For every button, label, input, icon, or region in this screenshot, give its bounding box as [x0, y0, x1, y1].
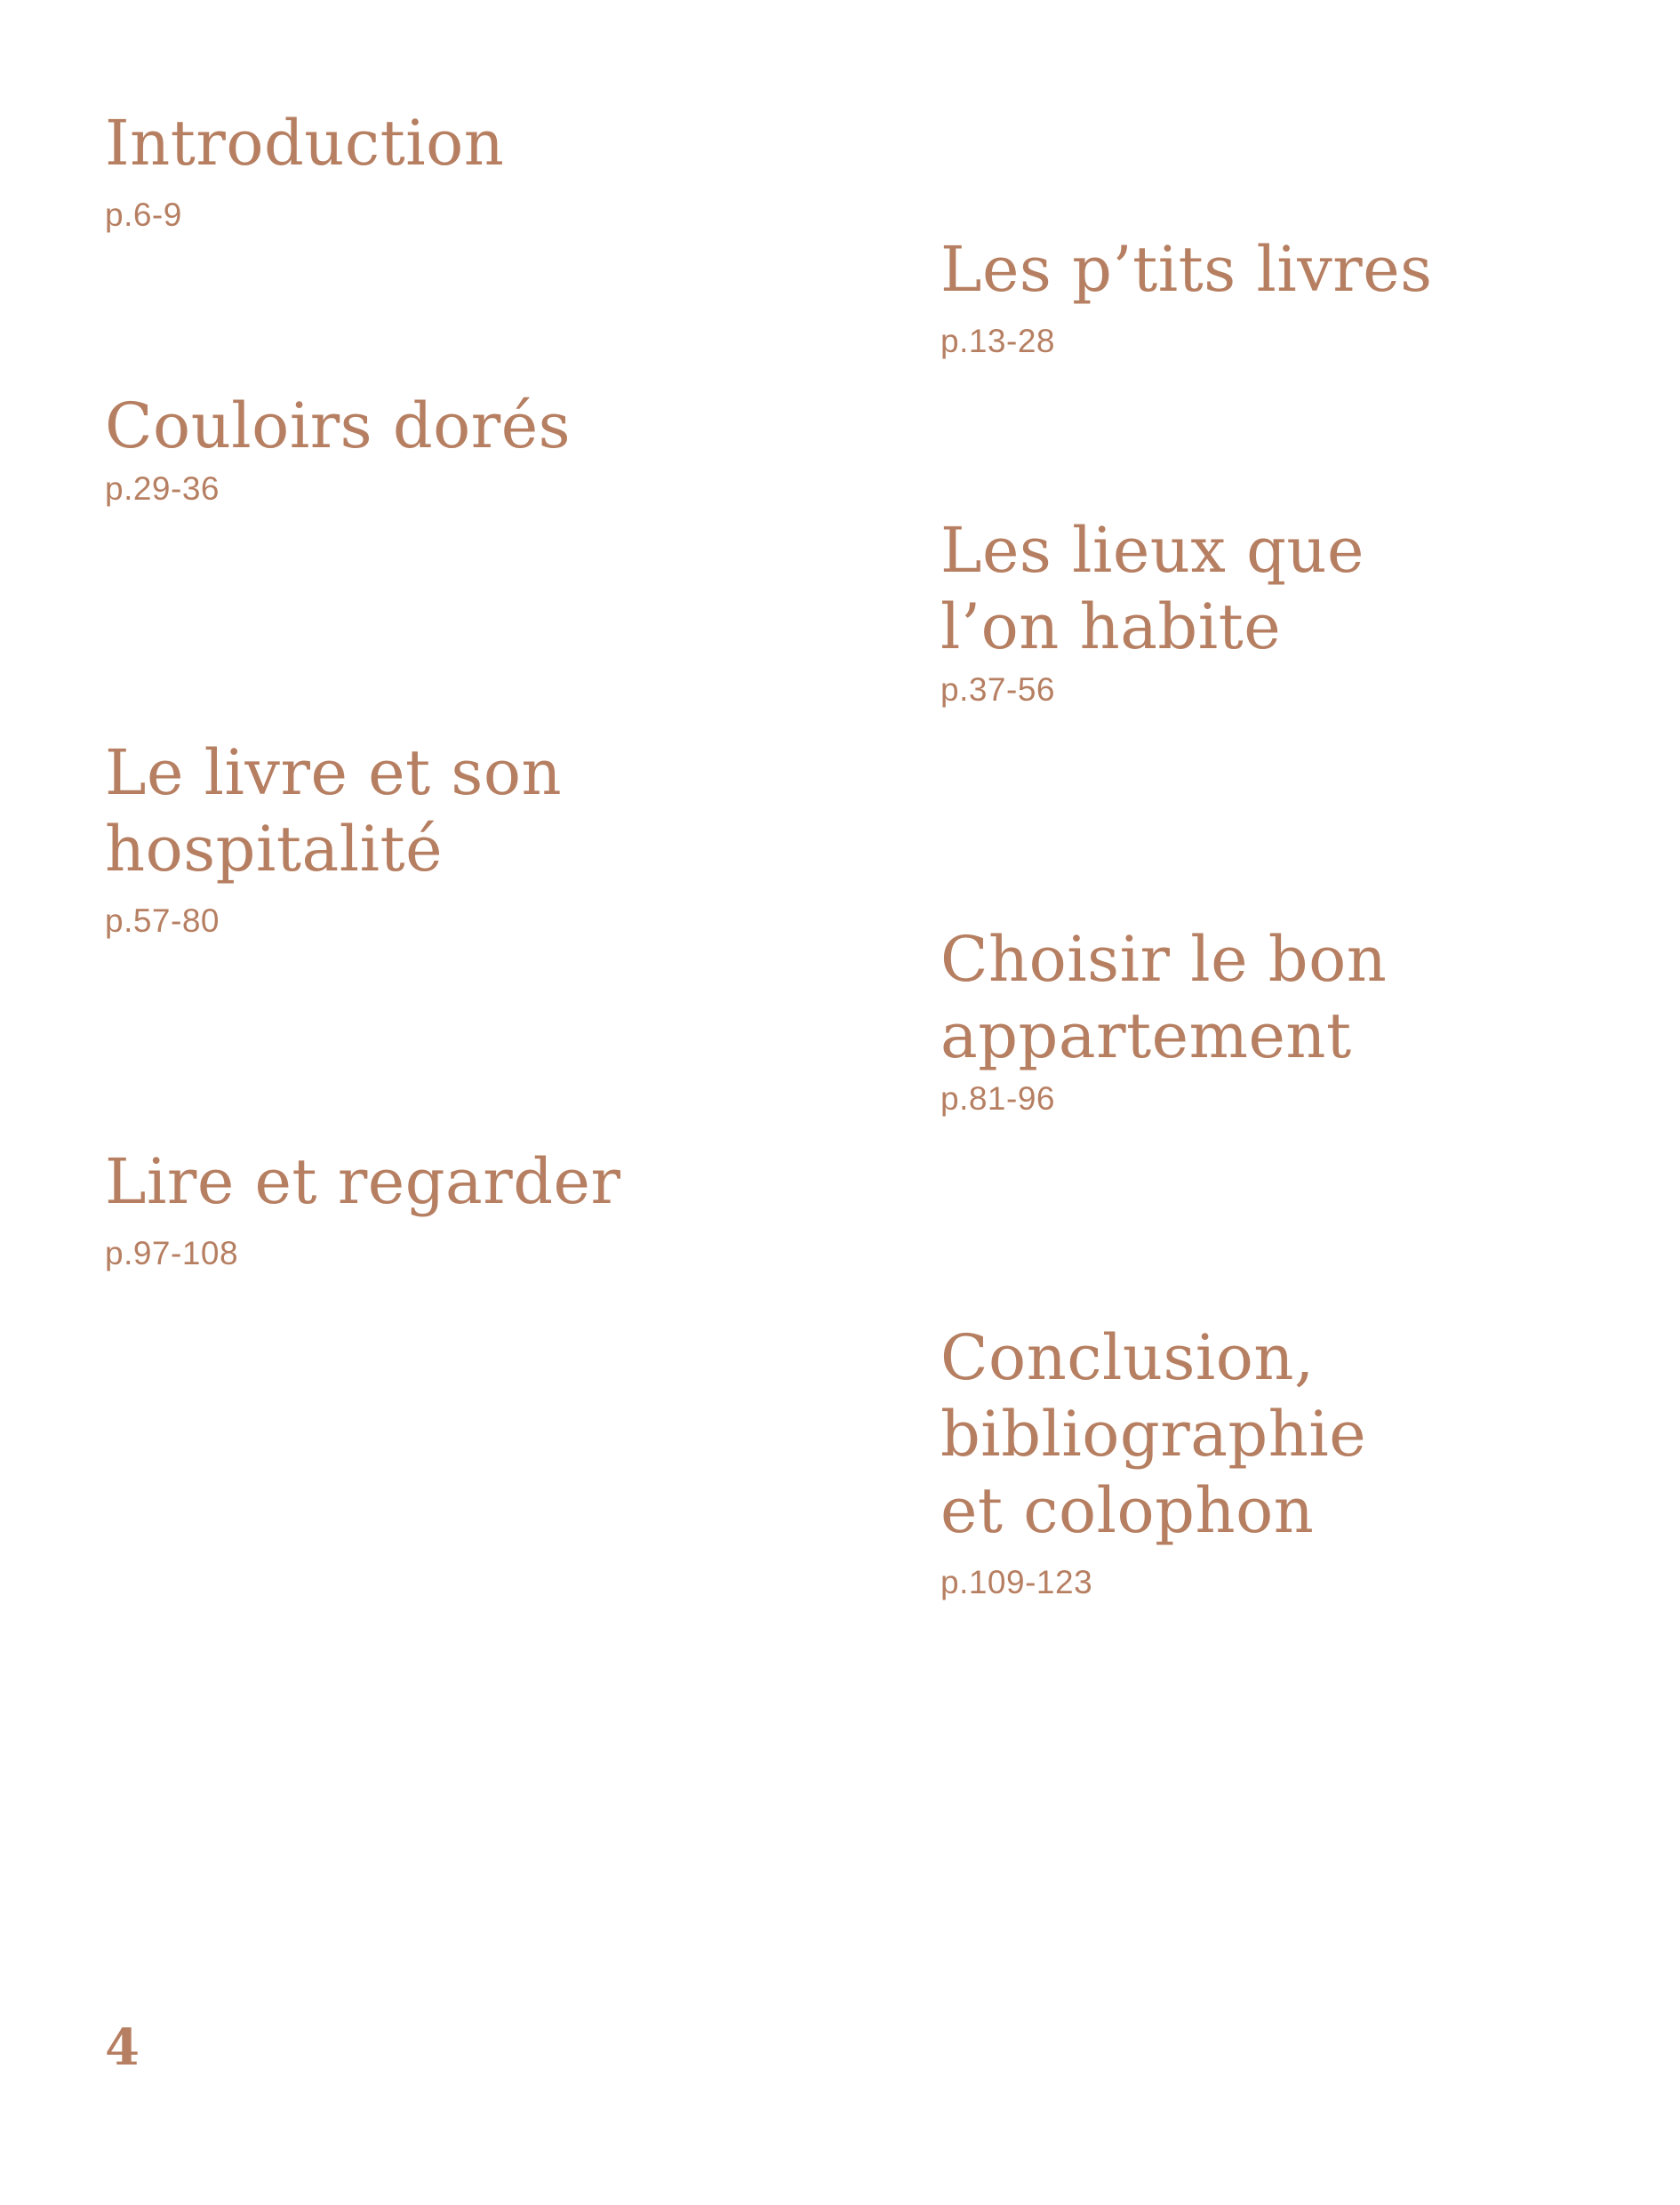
toc-entry-title: Couloirs dorés: [105, 389, 572, 462]
toc-entry-conclusion-bibliographie-colophon[interactable]: [940, 1319, 1366, 1602]
toc-entry-les-ptits-livres[interactable]: [940, 231, 1433, 361]
page-number: 4: [105, 2018, 140, 2077]
toc-entry-couloirs-dores[interactable]: [105, 388, 571, 509]
toc-entry-pages: p.13-28: [940, 323, 1055, 359]
toc-entry-title-line-3: et colophon: [940, 1474, 1315, 1547]
toc-entry-title: Lire et regarder: [105, 1145, 621, 1218]
toc-entry-le-livre-et-son-hospitalite[interactable]: [105, 734, 562, 941]
toc-entry-pages: p.29-36: [105, 470, 220, 507]
toc-entry-lire-et-regarder[interactable]: [105, 1143, 620, 1273]
toc-entry-title-line-1: Les lieux que: [940, 514, 1364, 587]
toc-entry-les-lieux-que-lon-habite[interactable]: [940, 512, 1364, 710]
toc-entry-pages: p.57-80: [105, 902, 220, 939]
toc-entry-title-line-1: Le livre et son: [105, 736, 563, 809]
toc-entry-pages: p.37-56: [940, 671, 1055, 708]
toc-entry-title-line-2: appartement: [940, 999, 1352, 1072]
toc-entry-title: Introduction: [105, 107, 505, 180]
toc-entry-introduction[interactable]: [105, 105, 504, 235]
toc-entry-choisir-le-bon-appartement[interactable]: [940, 921, 1387, 1119]
toc-entry-pages: p.81-96: [940, 1080, 1055, 1117]
toc-entry-title-line-2: bibliographie: [940, 1398, 1367, 1471]
toc-entry-title-line-2: l’on habite: [940, 590, 1282, 663]
toc-entry-pages: p.6-9: [105, 196, 182, 233]
toc-entry-title: Les p’tits livres: [940, 233, 1433, 306]
toc-entry-pages: p.109-123: [940, 1564, 1093, 1600]
toc-entry-title-line-1: Conclusion,: [940, 1321, 1315, 1394]
toc-entry-title-line-2: hospitalité: [105, 813, 444, 886]
toc-entry-pages: p.97-108: [105, 1235, 239, 1271]
toc-entry-title-line-1: Choisir le bon: [940, 923, 1388, 996]
